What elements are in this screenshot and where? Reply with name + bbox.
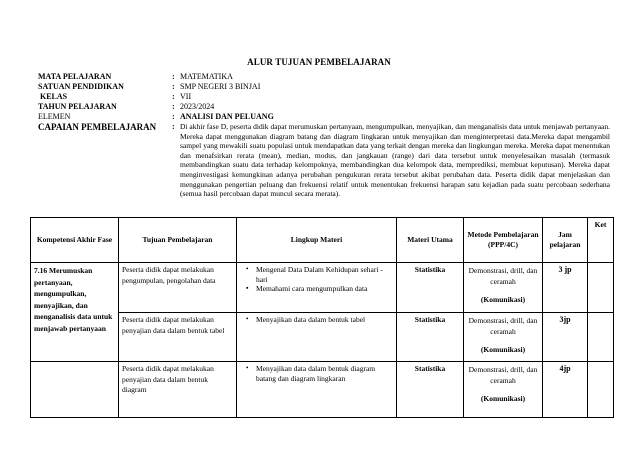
jam-cell: 3 jp [543,263,588,313]
meta-value: MATEMATIKA [180,72,233,81]
meta-label: MATA PELAJARAN [38,72,112,81]
kompetensi-cell-empty [31,362,119,418]
bullet-icon: • [246,265,249,273]
meta-colon: : [172,102,175,111]
ket-cell [588,263,614,313]
metode-kom: (Komunikasi) [480,345,526,354]
kompetensi-number: 7.16 [34,266,48,275]
header-metode: Metode Pembelajaran (PPP/4C) [464,218,543,263]
meta-value: 2023/2024 [180,102,215,111]
atp-table [30,217,614,418]
header-jam: Jam pelajaran [543,218,588,263]
table-row [31,263,614,313]
header-ket: Ket [588,218,614,263]
square-bullet-icon: ▪ [246,284,249,292]
materi-cell: Statistika [397,263,464,313]
meta-label: ELEMEN [38,112,71,121]
list-item: • Mengenal Data Dalam Kehidupan sehari -hari [246,265,383,284]
capaian-text: Di akhir fase D, peserta didik dapat merumuskan pertanyaan, mengumpulkan, menyajikan, dan menganalisis data untuk menjawab pertanyaan. Mereka dapat menggunakan diagram batang dan diagram lingkaran untuk menyajikan dan menginterpretasi data.Mereka dapat mengambil sampel yang mewakili suatu populasi untuk mendapatkan data yang terkait dengan mereka dan lingkungan mereka. Mereka dapat menentukan dan menafsirkan rerata (mean), median, modus, dan jangkauan (range) dari data tersebut untuk menyelesaikan masalah (termasuk membandingkan suatu data terhadap kelompoknya, membandingkan dua kelompok data, memprediksi, membuat keputusan). Mereka dapat menginvestigasi kemungkinan adanya perubahan pengukuran rerata tersebut akibat perubahan data. Peserta didik dapat menjelaskan dan menggunakan pengertian peluang dan frekuensi relatif untuk menentukan frekuensi harapan satu kejadian pada suatu percobaan sederhana (semua hasil percobaan dapat muncul secara merata). [180,122,610,199]
metode-text: Demonstrasi, drill, dan ceramah [468,365,538,385]
ket-cell [588,362,614,418]
metode-cell [464,362,543,418]
metode-text: Demonstrasi, drill, dan ceramah [468,316,538,336]
ket-cell [588,313,614,362]
document-title: ALUR TUJUAN PEMBELAJARAN [247,57,391,67]
header-materi: Materi Utama [397,218,464,263]
lingkup-cell [237,313,397,362]
materi-cell: Statistika [397,362,464,418]
kompetensi-text: Merumuskan pertanyaan, mengumpulkan, menyajikan, dan menganalisis data untuk menjawab pertanyaan [34,266,113,333]
meta-row-class [38,92,610,102]
metode-cell [464,263,543,313]
tujuan-cell: Peserta didik dapat melakukan penyajian data dalam bentuk diagram [119,362,237,418]
lingkup-cell [237,362,397,418]
tujuan-cell: Peserta didik dapat melakukan penyajian data dalam bentuk tabel [119,313,237,362]
meta-colon: : [172,72,175,81]
list-item: • Menyajikan data dalam bentuk tabel [246,315,366,324]
lingkup-cell [237,263,397,313]
meta-row-school [38,82,610,92]
kompetensi-cell [31,263,119,362]
table-header-row [31,218,614,263]
bullet-icon: • [246,315,249,323]
header-tujuan: Tujuan Pembelajaran [119,218,237,263]
meta-colon: : [172,92,175,101]
meta-row-subject [38,72,610,82]
metode-kom: (Komunikasi) [480,394,526,403]
jam-cell: 3jp [543,313,588,362]
metode-kom: (Komunikasi) [480,295,526,304]
meta-row-element [38,112,610,122]
meta-value: ANALISI DAN PELUANG [180,112,274,121]
meta-value: SMP NEGERI 3 BINJAI [180,82,261,91]
meta-label: SATUAN PENDIDIKAN [38,82,124,91]
bullet-icon: • [246,364,249,372]
table-row [31,313,614,362]
tujuan-cell: Peserta didik dapat melakukan pengumpulan, pengolahan data [119,263,237,313]
jam-cell: 4jp [543,362,588,418]
meta-value: VII [180,92,192,101]
metode-cell [464,313,543,362]
meta-colon: : [172,112,175,121]
materi-cell: Statistika [397,313,464,362]
header-lingkup: Lingkup Materi [237,218,397,263]
meta-row-capaian [38,122,610,199]
table-row [31,362,614,418]
meta-info [38,72,610,199]
list-item: ▪ Memahami cara mengumpulkan data [246,284,368,293]
meta-colon: : [172,122,175,131]
meta-colon: : [172,82,175,91]
header-kompetensi: Kompetensi Akhir Fase [31,218,119,263]
list-item: • Menyajikan data dalam bentuk diagram batang dan diagram lingkaran [246,364,376,383]
metode-text: Demonstrasi, drill, dan ceramah [468,266,538,286]
meta-label: KELAS [38,92,68,101]
meta-label: TAHUN PELAJARAN [38,102,117,111]
meta-row-year [38,102,610,112]
capaian-label: CAPAIAN PEMBELAJARAN [38,122,157,132]
